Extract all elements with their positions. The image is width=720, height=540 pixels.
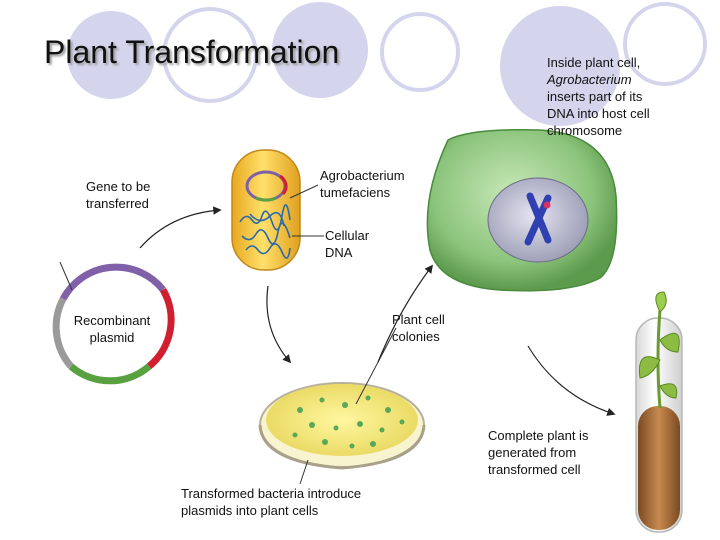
agrobacterium-cell <box>232 150 324 270</box>
colony <box>385 407 391 413</box>
plasmid-label <box>62 312 162 346</box>
plant-leaf <box>656 292 666 312</box>
complete-plant-label-line: generated from <box>488 445 577 460</box>
plasmid-label-line: plasmid <box>89 330 135 345</box>
colony <box>293 433 298 438</box>
colony <box>380 428 385 433</box>
cellular-dna-label <box>325 227 369 261</box>
plasmid-green-segment <box>71 366 149 380</box>
transformed-bacteria-label <box>181 485 361 519</box>
gene-label-line: transferred <box>86 196 149 211</box>
agrobacterium-label <box>320 167 405 201</box>
agrobacterium-label-line: tumefaciens <box>320 185 391 200</box>
cellular-dna-label-line: DNA <box>325 245 353 260</box>
plant-cell <box>427 130 616 291</box>
cellular-dna-label-line: Cellular <box>325 228 370 243</box>
colony <box>366 396 371 401</box>
test-tube-plant <box>636 292 682 532</box>
inside-cell-label <box>547 54 650 139</box>
transformed-bacteria-label-line: Transformed bacteria introduce <box>181 486 362 501</box>
agrobacterium-italic: Agrobacterium <box>547 72 632 87</box>
inside-cell-label-line <box>547 71 650 88</box>
complete-plant-label-line: Complete plant is <box>488 428 589 443</box>
colony <box>322 439 328 445</box>
colonies-label-line: Plant cell <box>392 312 445 327</box>
complete-plant-label-line: transformed cell <box>488 462 581 477</box>
complete-plant-label <box>488 427 588 478</box>
deco-circle-4 <box>382 14 458 90</box>
arrow-plasmid-to-bacterium <box>140 210 220 248</box>
gene-label <box>86 178 150 212</box>
colony <box>297 407 303 413</box>
inside-cell-label-line: chromosome <box>547 123 623 138</box>
inside-cell-label-line: DNA into host cell <box>547 106 650 121</box>
colony <box>357 421 363 427</box>
petri-dish <box>260 328 424 484</box>
transformed-bacteria-label-line: plasmids into plant cells <box>181 503 319 518</box>
colony <box>370 441 376 447</box>
colony <box>320 398 325 403</box>
colonies-label <box>392 311 445 345</box>
arrow-cell-to-plant <box>528 346 614 414</box>
plasmid-purple-segment <box>63 267 163 299</box>
colonies-label-line: colonies <box>392 329 440 344</box>
page-title: Plant Transformation <box>44 34 340 70</box>
colony <box>334 426 339 431</box>
inside-cell-label-line: Inside plant cell, <box>547 55 641 70</box>
colony <box>350 444 355 449</box>
petri-dish-agar <box>266 384 418 456</box>
arrow-bacterium-to-colonies <box>267 286 290 362</box>
colony <box>309 422 315 428</box>
chromosome-insert <box>544 202 551 209</box>
inside-cell-label-line: inserts part of its <box>547 89 643 104</box>
colony <box>342 402 348 408</box>
plasmid-pointer-line <box>60 262 72 290</box>
gene-label-line: Gene to be <box>86 179 151 194</box>
agrobacterium-label-line: Agrobacterium <box>320 168 405 183</box>
colony <box>400 420 405 425</box>
plasmid-label-line: Recombinant <box>73 313 151 328</box>
test-tube-soil <box>638 406 680 530</box>
